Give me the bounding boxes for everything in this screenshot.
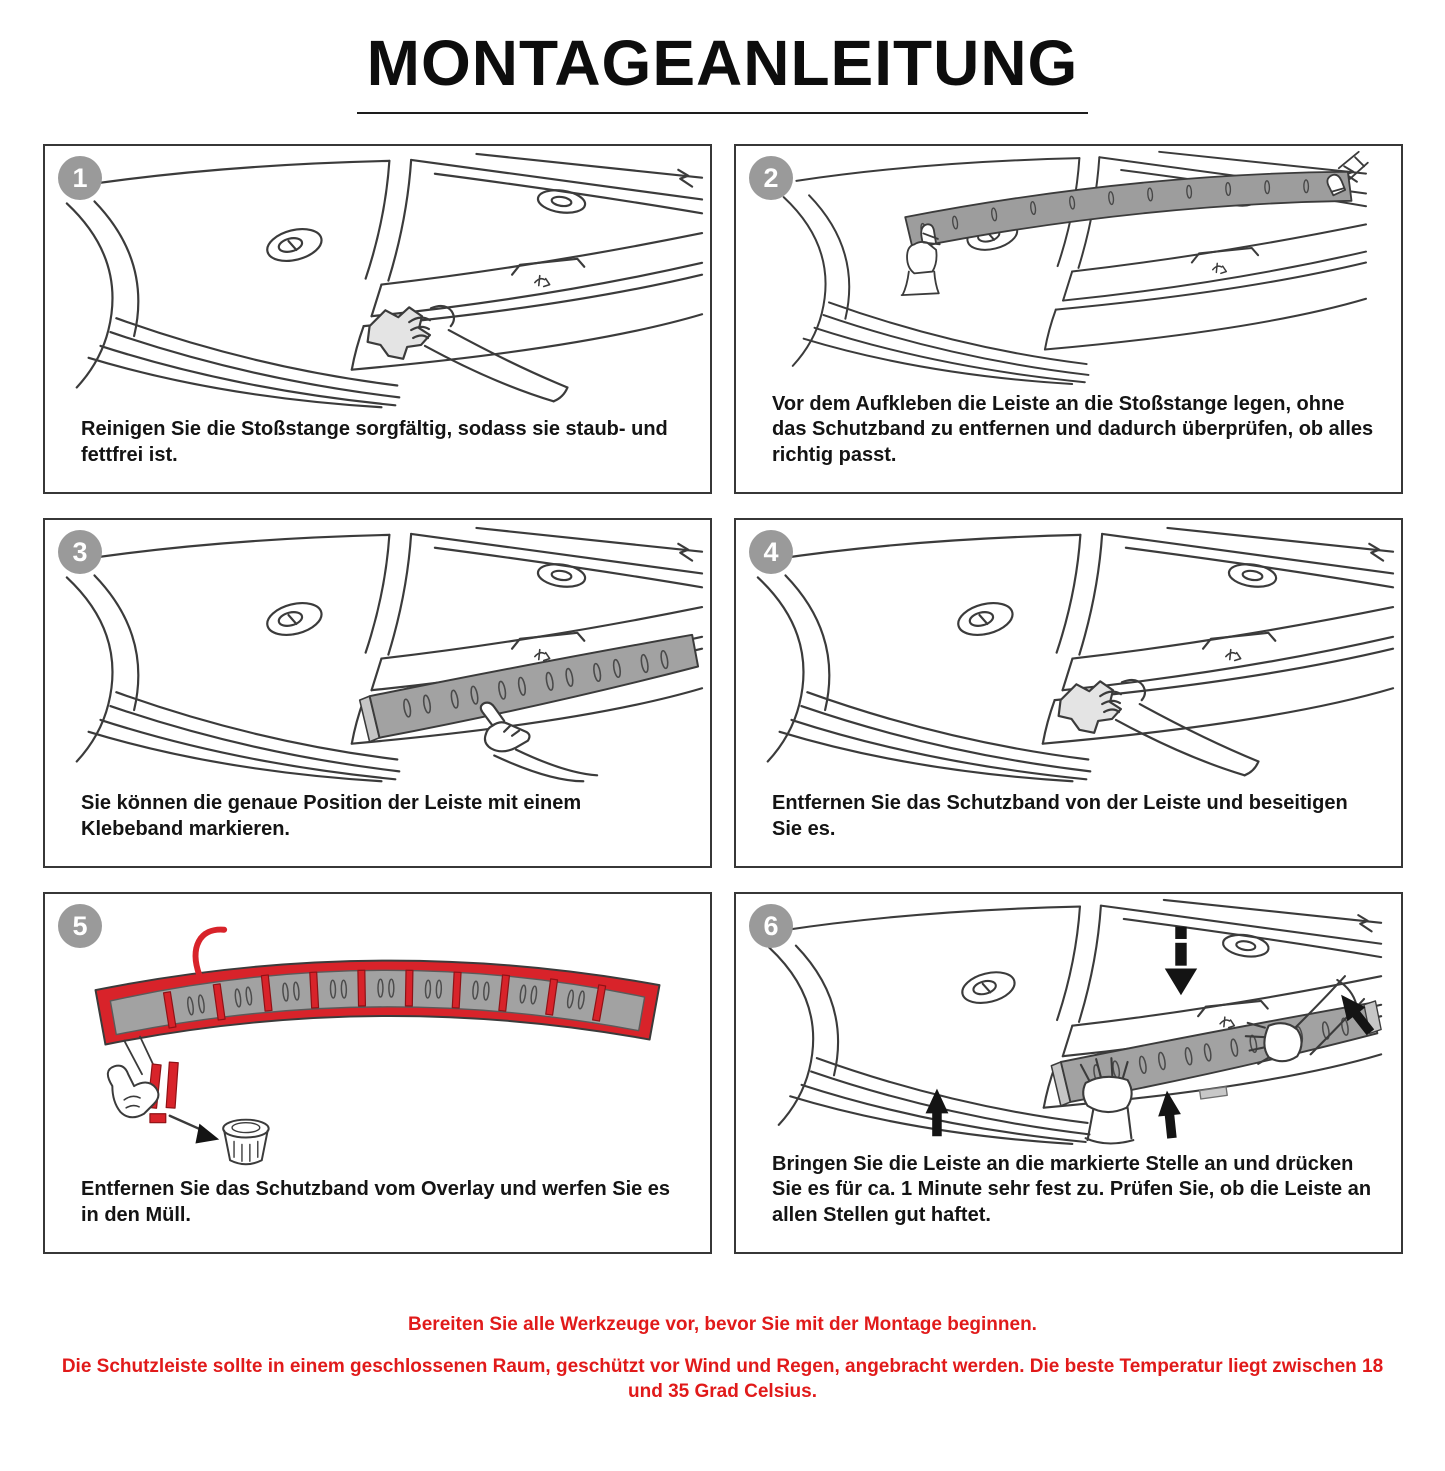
- step-5-illustration: [45, 894, 710, 1171]
- step-number: 5: [72, 910, 88, 941]
- pointing-hand-icon: [481, 703, 597, 782]
- sheet-header: [0, 26, 1445, 114]
- step-panel-2: [734, 144, 1403, 494]
- step-caption: Vor dem Aufkleben die Leiste an die Stoßstange legen, ohne das Schutzband zu entfernen und dadurch überprüfen, ob alles richtig passt.: [772, 392, 1374, 466]
- car-rear-drawing: [67, 154, 702, 407]
- protective-strip-on-bumper: [360, 635, 698, 742]
- step-panel-5: [43, 892, 712, 1254]
- hand-cleaning-cloth-icon: [368, 306, 568, 401]
- step-panel-3: [43, 518, 712, 868]
- step-number: 1: [72, 162, 88, 193]
- step-number-badge: [749, 904, 793, 948]
- instruction-sheet: [0, 26, 1445, 1405]
- step-panel-1: [43, 144, 712, 494]
- step-6-illustration: [736, 894, 1401, 1146]
- step-number: 4: [763, 536, 779, 567]
- step-number: 3: [72, 536, 88, 567]
- step-number-badge: [749, 156, 793, 200]
- step-number-badge: [58, 156, 102, 200]
- step-4-illustration: [736, 520, 1401, 785]
- step-caption: Reinigen Sie die Stoßstange sorgfältig, sodass sie staub- und fettfrei ist.: [81, 418, 668, 466]
- hand-removing-tape-icon: [1059, 680, 1259, 775]
- car-rear-drawing: [758, 528, 1393, 781]
- step-panel-4: [734, 518, 1403, 868]
- sheet-footer: [0, 1312, 1445, 1405]
- step-3-illustration: [45, 520, 710, 785]
- hand-trash-can-icon: [108, 1037, 269, 1165]
- step-number-badge: [58, 530, 102, 574]
- step-caption: Entfernen Sie das Schutzband von der Leiste und beseitigen Sie es.: [772, 792, 1348, 840]
- steps-grid: [43, 144, 1403, 1254]
- step-1-illustration: [45, 146, 710, 411]
- footer-note-tools: Bereiten Sie alle Werkzeuge vor, bevor Sie mit der Montage beginnen.: [408, 1314, 1037, 1335]
- step-number: 2: [763, 162, 779, 193]
- step-caption: Entfernen Sie das Schutzband vom Overlay und werfen Sie es in den Müll.: [81, 1178, 671, 1226]
- step-caption: Sie können die genaue Position der Leiste mit einem Klebeband markieren.: [81, 792, 582, 840]
- step-caption: Bringen Sie die Leiste an die markierte Stelle an und drücken Sie es für ca. 1 Minute sehr fest zu. Prüfen Sie, ob die Leiste an allen Stellen gut haftet.: [772, 1152, 1372, 1226]
- step-panel-6: [734, 892, 1403, 1254]
- step-number: 6: [763, 910, 779, 941]
- step-number-badge: [58, 904, 102, 948]
- footer-note-environment: Die Schutzleiste sollte in einem geschlossenen Raum, geschützt vor Wind und Regen, angebracht werden. Die beste Temperatur liegt zwischen 18 und 35 Grad Celsius.: [61, 1355, 1384, 1403]
- strip-held-by-hands-icon: [902, 152, 1368, 295]
- step-number-badge: [749, 530, 793, 574]
- page-title: MONTAGEANLEITUNG: [357, 26, 1089, 114]
- step-2-illustration: [736, 146, 1401, 386]
- overlay-strip-with-red-tape: [96, 930, 660, 1045]
